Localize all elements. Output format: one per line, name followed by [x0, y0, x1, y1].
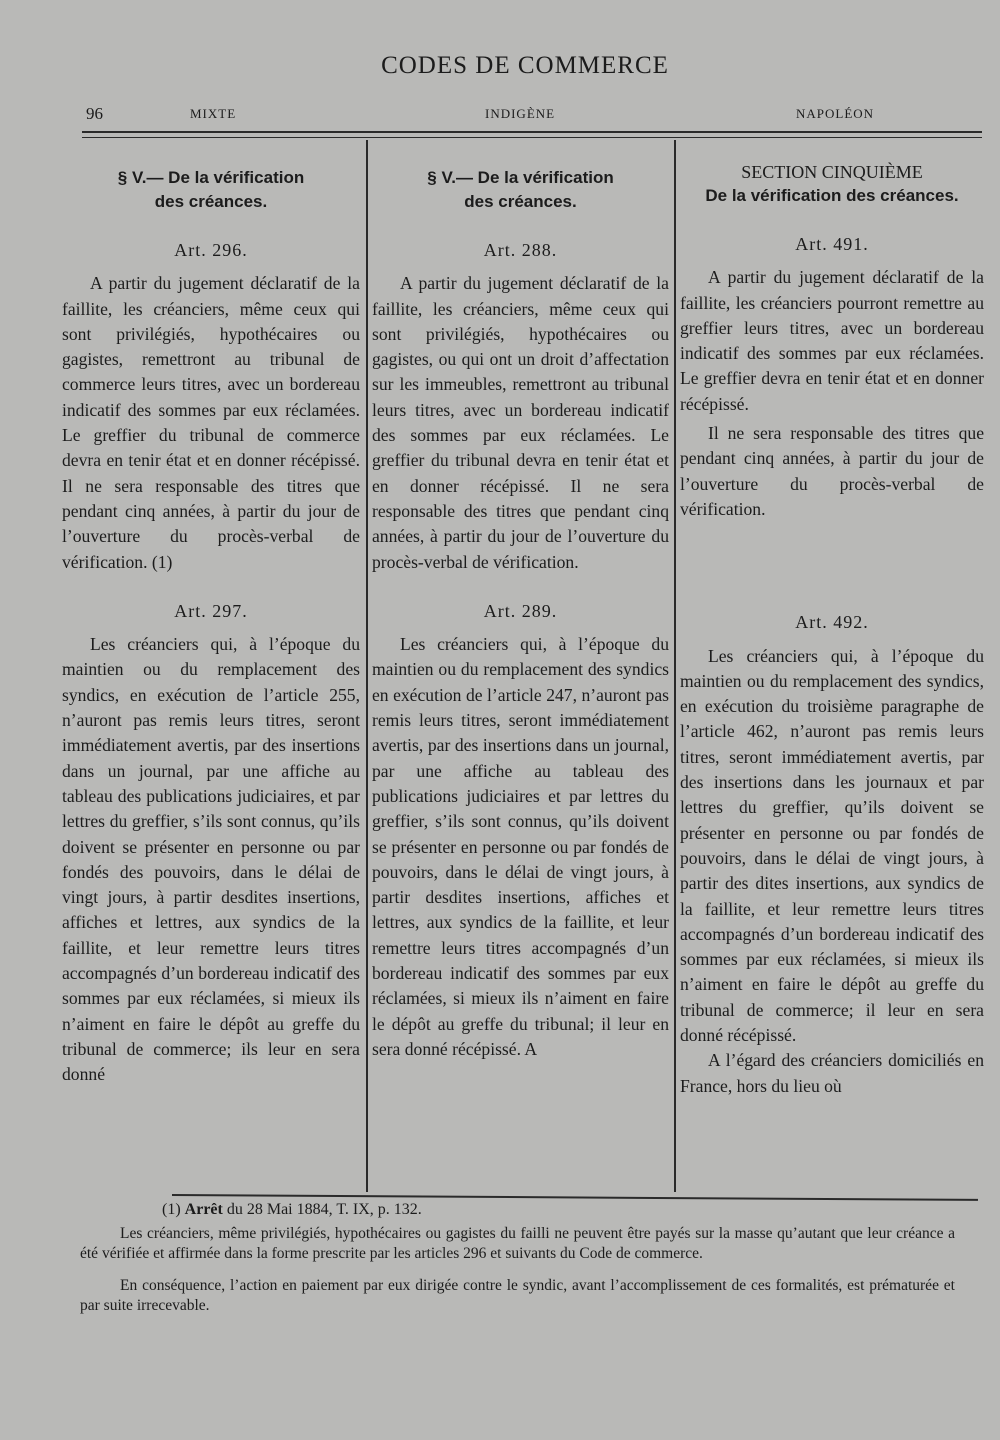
article-title: Art. 491.	[795, 234, 869, 254]
column-indigene	[372, 150, 669, 1190]
column-mixte	[62, 150, 360, 1190]
footnote-marker: (1)	[162, 1201, 181, 1218]
section-subheading: De la vérification des créances.	[705, 186, 959, 205]
section-heading: § V.— De la vérification	[427, 168, 614, 187]
footnote-paragraph: Les créanciers, même privilégiés, hypothécaires ou gagistes du failli ne peuvent être payés sur la masse qu’autant que leur créance a été vérifiée et affirmée dans la forme prescrite par les articles 296 et suivants du Code de commerce.	[80, 1225, 955, 1262]
article-text: A partir du jugement déclaratif de la faillite, les créanciers pourront remettre au greffier leurs titres, avec un bordereau indicatif des sommes par eux réclamées. Le greffier devra en tenir état et en donner récépissé.	[680, 267, 984, 414]
article-text: Les créanciers qui, à l’époque du maintien ou du remplacement des syndics, en exécution de l’article 255, n’auront pas remis leurs titres, seront immédiatement avertis, par des insertions dans un journal, par une affiche au tableau des publications judiciaires, et par lettres du greffier, s’ils sont connus, qu’ils doivent se présenter en personne ou par fondés des pouvoirs, dans le délai de vingt jours, à partir desdites insertions, affiches et lettres, aux syndics de la faillite, et leur remettre leurs titres accompagnés d’un bordereau indicatif des sommes par eux réclamées, si mieux ils n’aiment en faire le dépôt au greffe du tribunal de commerce; ils leur en sera donné	[62, 634, 360, 1085]
article-text: A partir du jugement déclaratif de la faillite, les créanciers, même ceux qui sont privilégiés, hypothécaires ou gagistes, remettront au tribunal de commerce leurs titres, avec un bordereau indicatif des sommes par eux réclamées. Le greffier du tribunal de commerce devra en tenir état et en donner récépissé. Il ne sera responsable des titres que pendant cinq années, à partir du jour de l’ouverture du procès-verbal de vérification. (1)	[62, 273, 360, 572]
footnote-paragraph: En conséquence, l’action en paiement par eux dirigée contre le syndic, avant l’accomplissement de ces formalités, est prématurée et par suite irrecevable.	[80, 1277, 955, 1314]
page-title: CODES DE COMMERCE	[381, 52, 669, 79]
footnote-ref-bold: Arrêt	[184, 1201, 223, 1218]
section-heading: § V.— De la vérification	[117, 168, 305, 187]
column-head-indigene: INDIGÈNE	[485, 106, 556, 121]
section-subheading: des créances.	[154, 192, 268, 211]
article-text: A partir du jugement déclaratif de la faillite, les créanciers, même ceux qui sont privilégiés, hypothécaires ou gagistes, ou qui ont un droit d’affectation sur les immeubles, remettront au tribunal leurs titres, avec un bordereau indicatif des sommes par eux réclamées. Le greffier du tribunal devra en tenir état et en donner récépissé. Il ne sera responsable des titres que pendant cinq années, à partir du jour de l’ouverture du procès-verbal de vérification.	[372, 273, 669, 572]
article-text: Les créanciers qui, à l’époque du maintien ou du remplacement des syndics, en exécution du troisième paragraphe de l’article 462, n’auront pas remis leurs titres, seront immédiatement avertis, par des insertions dans les journaux et par lettres du greffier, qu’ils doivent se présenter en personne ou par fondés de pouvoirs, dans le délai de vingt jours, à partir des dites insertions, aux syndics de la faillite, et leur remettre leurs titres accompagnés d’un bordereau indicatif des sommes par eux réclamées, si mieux ils n’aiment en faire le dépôt au greffe du tribunal de commerce; il leur en sera donné récépissé.	[680, 645, 984, 1046]
section-heading: SECTION CINQUIÈME	[741, 162, 923, 182]
article-text: A l’égard des créanciers domiciliés en France, hors du lieu où	[680, 1050, 984, 1096]
article-text: Les créanciers qui, à l’époque du maintien ou du remplacement des syndics en exécution de l’article 247, n’auront pas remis leurs titres, seront immédiatement avertis, par des insertions dans un journal, par une affiche au tableau des publications judiciaires et par lettres du greffier, s’ils sont connus, qu’ils doivent se présenter en personne ou par fondés de pouvoirs, dans le délai de vingt jours, à partir desdites insertions, affiches et lettres, aux syndics de la faillite, et leur remettre leurs titres accompagnés d’un bordereau indicatif des sommes par eux réclamées, si mieux ils n’aiment en faire le dépôt au greffe du tribunal; il leur en sera donné récépissé. A	[372, 634, 669, 1059]
column-divider-left	[366, 140, 368, 1192]
article-title: Art. 296.	[174, 240, 248, 260]
column-head-mixte: MIXTE	[190, 106, 237, 121]
column-napoleon	[680, 150, 984, 1190]
footnote-reference	[80, 1200, 955, 1220]
header-rule-top	[82, 131, 982, 133]
footnote-ref-text: du 28 Mai 1884, T. IX, p. 132.	[226, 1201, 422, 1218]
article-title: Art. 288.	[483, 240, 558, 260]
footnote	[80, 1200, 955, 1316]
column-head-napoleon: NAPOLÉON	[796, 106, 875, 121]
article-title: Art. 492.	[795, 612, 869, 633]
section-subheading: des créances.	[464, 192, 577, 211]
column-divider-right	[674, 140, 676, 1192]
page-number: 96	[86, 104, 103, 123]
header-rule-bottom	[82, 137, 982, 138]
article-text: Il ne sera responsable des titres que pendant cinq années, à partir du jour de l’ouverture du procès-verbal de vérification.	[680, 423, 984, 519]
article-title: Art. 289.	[483, 600, 558, 621]
article-title: Art. 297.	[174, 600, 248, 621]
